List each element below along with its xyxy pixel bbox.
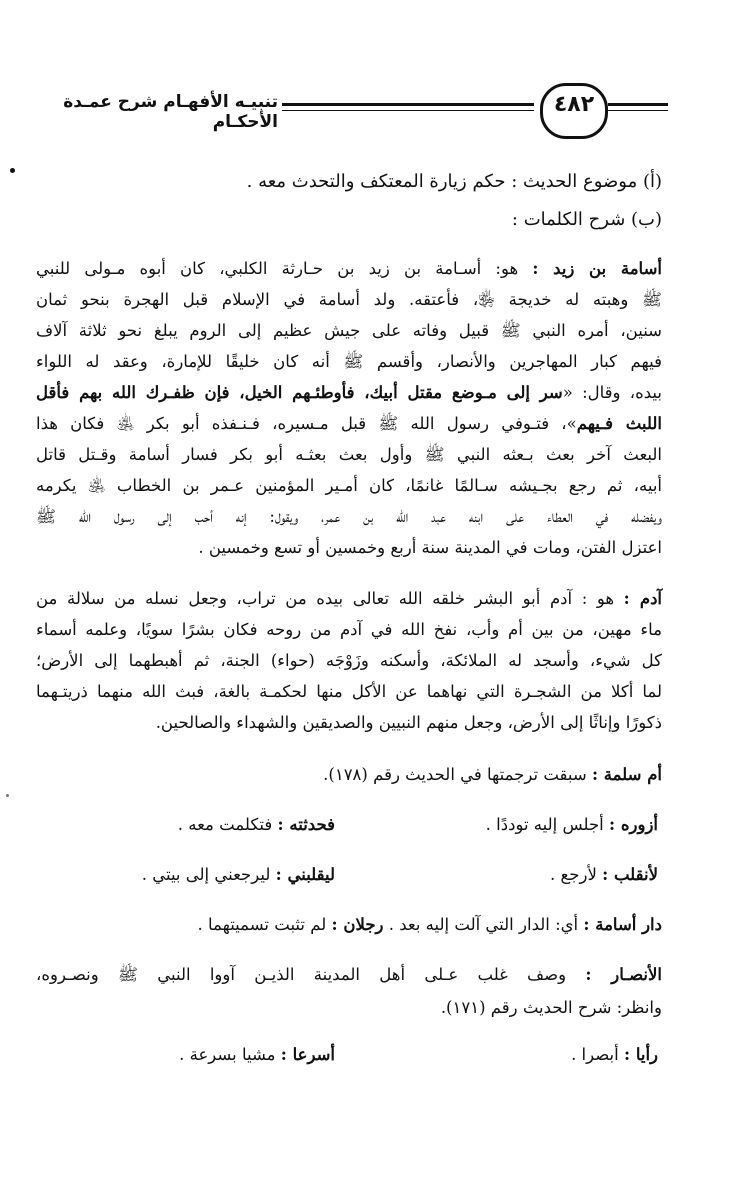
usama-line-8: أبيه، ثم رجع بجـيشه سـالمًا غانمًا، كان أمـير المؤمنين عـمر بن الخطاب ﵁ يكرمه <box>36 476 662 495</box>
gloss-fahaddathtuhu <box>70 810 335 840</box>
usama-text-6b: »، فتـوفي رسول الله ﷺ قبل مـسيره، فـنـفذه أبو بكر ﵁ فكان هذا <box>36 414 577 433</box>
gloss-asraa <box>70 1040 335 1070</box>
adam-line-4: لما أكلا من الشجـرة التي نهاهما عن الأكل منها لحكمـة بالغة، فبث الله منهما ذريتـهما <box>36 682 662 701</box>
book-title: تنبيـه الأفهـام شرح عمـدة الأحكـام <box>63 92 278 132</box>
term-azuruh: أزوره : <box>609 815 658 834</box>
adam-line-2: ماء مهين، من بين أم وأب، نفخ الله في آدم من روحه فكان بشرًا سويًا، وعلمه أسماء <box>36 620 662 639</box>
term-fahaddathtuhu: فحدثته : <box>277 815 335 834</box>
adam-line-3: كل شيء، وأسجد له الملائكة، وأسكنه وزَوْجَه (حواء) الجنة، ثم أهبطهما إلى الأرض؛ <box>36 651 662 670</box>
header-rule-thin <box>282 110 534 111</box>
def-raaya: أبصرا . <box>571 1045 619 1064</box>
gloss-dar-rajulan <box>36 910 662 940</box>
def-fahaddathtuhu: فتكلمت معه . <box>177 815 273 834</box>
page-number: ٤٨٢ <box>553 92 595 117</box>
header-rule-right <box>608 103 668 106</box>
gloss-raaya <box>393 1040 658 1070</box>
margin-mark <box>6 794 9 797</box>
usama-text-5a: بيده، وقال: « <box>562 383 662 402</box>
def-azuruh: أجلس إليه توددًا . <box>485 815 604 834</box>
hadith-quote: سر إلى مـوضع مقتل أبيك، فأوطئـهم الخيل، فإن ظفـرك الله بهم فأقل <box>36 383 563 402</box>
def-dar-usama: أي: الدار التي آلت إليه بعد . <box>388 915 579 934</box>
usama-line-2: ﷺ وهبته له خديجة ﵂، فأعتقه. ولد أسامة في الإسلام قبل الهجرة بنحو ثمان <box>36 290 662 309</box>
usama-line-9: ويفضله في العطاء على ابنه عبد الله بن عمر، ويقول: إنه أحب إلى رسول الله ﷺ <box>36 507 662 526</box>
usama-line-4: فيهم كبار المهاجرين والأنصار، وأقسم ﷺ أنه كان خليقًا للإمارة، وعقد له اللواء <box>36 352 662 371</box>
usama-line-3: سنين، أمره النبي ﷺ قبيل وفاته على جيش عظيم إلى الروم يبلغ نحو ثلاثة آلاف <box>36 321 662 340</box>
hadith-quote-end: اللبث فـيهم <box>576 414 662 433</box>
adam-line-1 <box>36 584 662 614</box>
def-rajulan: لم تثبت تسميتهما . <box>197 915 327 934</box>
gloss-ansar <box>36 960 662 990</box>
usama-line-1 <box>36 254 662 284</box>
usama-line-6 <box>36 409 662 439</box>
term-umm-salama: أم سلمة : <box>591 765 662 784</box>
header-rule <box>282 103 534 106</box>
margin-mark <box>10 168 15 173</box>
term-rajulan: رجلان : <box>331 915 384 934</box>
gloss-azuruh <box>393 810 658 840</box>
umm-salama-line <box>36 760 662 790</box>
section-topic: (أ) موضوع الحديث : حكم زيارة المعتكف والتحدث معه . <box>246 171 662 192</box>
term-liyaqlibani: ليقلبني : <box>275 865 335 884</box>
term-asraa: أسرعا : <box>280 1045 335 1064</box>
gloss-anqalib <box>393 860 658 890</box>
usama-line-5 <box>36 378 662 408</box>
gloss-ansar-ref: وانظر: شرح الحديث رقم (١٧١). <box>440 998 662 1017</box>
usama-line-7: البعث آخر بعث بـعثه النبي ﷺ وأول بعث بعثـه أبو بكر فسار أسامة وقـتل قاتل <box>36 445 662 464</box>
term-ansar: الأنصـار : <box>585 965 662 984</box>
section-words-heading: (ب) شرح الكلمات : <box>511 209 662 230</box>
adam-line-5: ذكورًا وإناثًا إلى الأرض، وجعل منهم النبيين والصديقين والشهداء والصالحين. <box>155 713 662 732</box>
gloss-liyaqlibani <box>70 860 335 890</box>
umm-salama-text: سبقت ترجمتها في الحديث رقم (١٧٨). <box>323 765 587 784</box>
term-raaya: رأيا : <box>623 1045 658 1064</box>
def-anqalib: لأرجع . <box>550 865 597 884</box>
def-asraa: مشيا بسرعة . <box>179 1045 276 1064</box>
term-adam: آدم : <box>623 589 663 608</box>
def-ansar: وصف غلب عـلى أهل المدينة الذيـن آووا النبي ﷺ ونصـروه، <box>36 965 567 984</box>
term-dar-usama: دار أسامة : <box>583 915 662 934</box>
def-liyaqlibani: ليرجعني إلى بيتي . <box>141 865 271 884</box>
header-rule-right-thin <box>608 110 668 111</box>
usama-line-10: اعتزل الفتن، ومات في المدينة سنة أربع وخمسين أو تسع وخمسين . <box>198 538 662 557</box>
term-anqalib: لأنقلب : <box>602 865 658 884</box>
adam-text-1: هو : آدم أبو البشر خلقه الله تعالى بيده من تراب، وجعل نسله من سلالة من <box>36 589 615 608</box>
usama-text-1: هو: أسـامة بن زيد بن حـارثة الكلبي، كان أبوه مـولى للنبي <box>36 259 519 278</box>
term-usama: أسامة بن زيد : <box>532 259 662 278</box>
